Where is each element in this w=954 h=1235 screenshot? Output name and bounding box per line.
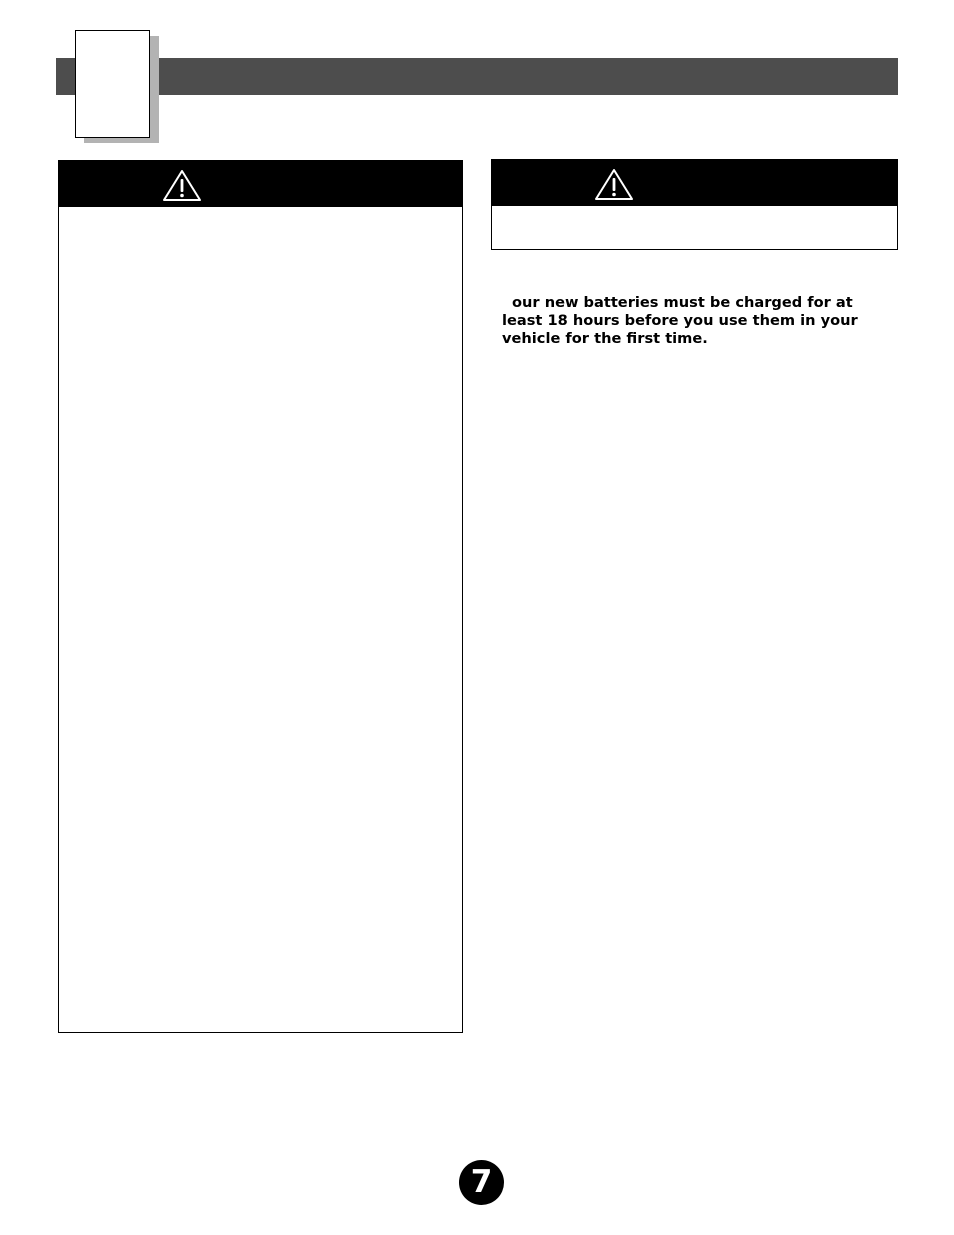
warning-box-left [58,160,463,1033]
battery-charging-paragraph: our new batteries must be charged for at least 18 hours before you use them in your vehicle for the first time. [502,294,858,347]
page-number-badge: 7 [459,1160,504,1205]
warning-header [59,161,462,207]
warning-header [492,160,897,206]
warning-triangle-icon [162,169,202,202]
section-tab [75,30,150,138]
warning-box-right [491,159,898,250]
section-header-bar [56,58,898,95]
warning-triangle-icon [594,168,634,201]
